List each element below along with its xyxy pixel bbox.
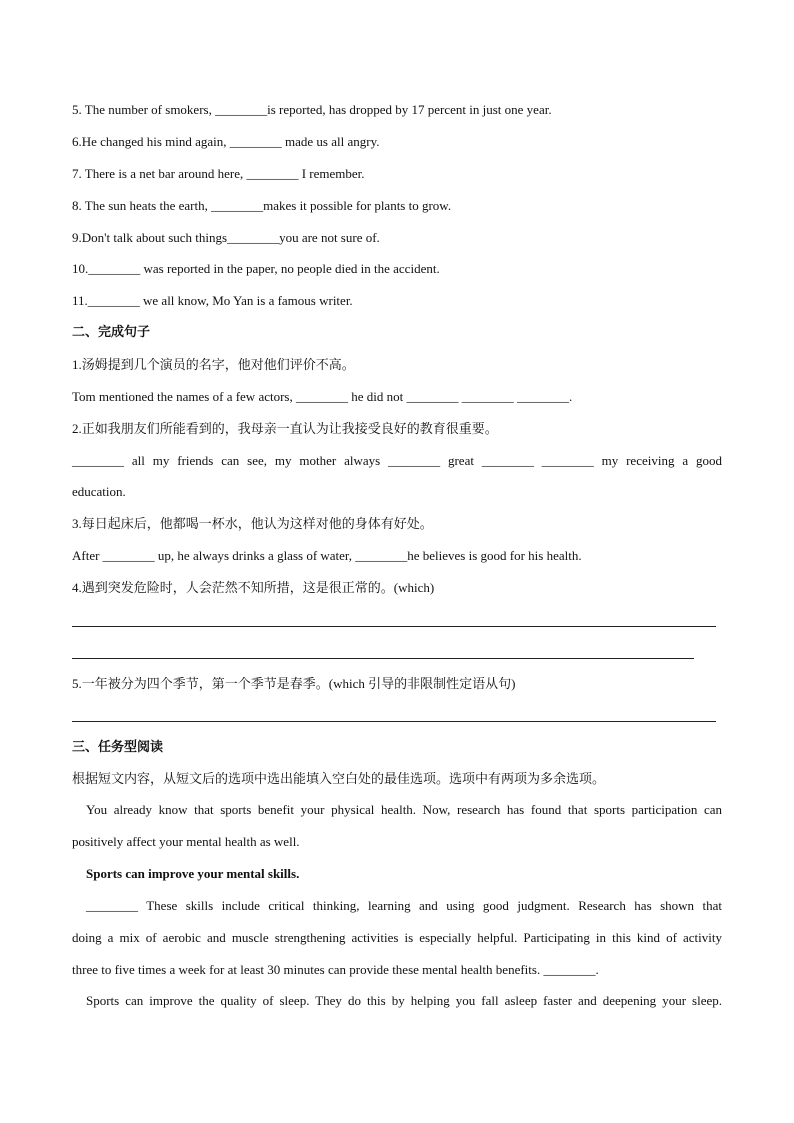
section-3-title: 三、任务型阅读 bbox=[72, 739, 164, 754]
exercise-item-7: 7. There is a net bar around here, ________ I remember. bbox=[72, 166, 365, 181]
q2-english-line1: ________ all my friends can see, my mother always ________ great ________ ________ my receiving a good bbox=[72, 453, 722, 468]
passage-p2-line3: three to five times a week for at least 30 minutes can provide these mental health benefits. ________. bbox=[72, 962, 599, 977]
q3-chinese: 3.每日起床后，他都喝一杯水，他认为这样对他的身体有好处。 bbox=[72, 516, 433, 531]
passage-p3-line1: Sports can improve the quality of sleep. They do this by helping you fall asleep faster and deepening your sleep. bbox=[86, 993, 722, 1008]
section-3-instruction: 根据短文内容，从短文后的选项中选出能填入空白处的最佳选项。选项中有两项为多余选项。 bbox=[72, 771, 606, 786]
q1-chinese: 1.汤姆提到几个演员的名字，他对他们评价不高。 bbox=[72, 357, 355, 372]
exercise-item-11: 11.________ we all know, Mo Yan is a famous writer. bbox=[72, 293, 353, 308]
passage-subheading: Sports can improve your mental skills. bbox=[86, 866, 300, 881]
q4-chinese: 4.遇到突发危险时，人会茫然不知所措，这是很正常的。(which) bbox=[72, 580, 435, 595]
answer-line-q4-2 bbox=[72, 658, 694, 659]
answer-line-q5 bbox=[72, 721, 716, 722]
exercise-item-5: 5. The number of smokers, ________is reported, has dropped by 17 percent in just one year. bbox=[72, 102, 552, 117]
exercise-item-8: 8. The sun heats the earth, ________makes it possible for plants to grow. bbox=[72, 198, 452, 213]
exercise-item-9: 9.Don't talk about such things________you are not sure of. bbox=[72, 230, 380, 245]
exercise-item-6: 6.He changed his mind again, ________ made us all angry. bbox=[72, 134, 380, 149]
q2-chinese: 2.正如我朋友们所能看到的，我母亲一直认为让我接受良好的教育很重要。 bbox=[72, 421, 498, 436]
passage-p1-line2: positively affect your mental health as well. bbox=[72, 834, 300, 849]
passage-p2-line1: ________ These skills include critical thinking, learning and using good judgment. Research has shown that bbox=[86, 898, 722, 913]
q5-chinese: 5.一年被分为四个季节，第一个季节是春季。(which 引导的非限制性定语从句) bbox=[72, 676, 516, 691]
q3-english: After ________ up, he always drinks a glass of water, ________he believes is good for his health. bbox=[72, 548, 582, 563]
answer-line-q4-1 bbox=[72, 626, 716, 627]
q1-english: Tom mentioned the names of a few actors, ________ he did not ________ ________ ________. bbox=[72, 389, 573, 404]
exercise-item-10: 10.________ was reported in the paper, no people died in the accident. bbox=[72, 261, 440, 276]
passage-p1-line1: You already know that sports benefit your physical health. Now, research has found that sports participation can bbox=[86, 802, 722, 817]
section-2-title: 二、完成句子 bbox=[72, 324, 151, 339]
q2-english-line2: education. bbox=[72, 484, 126, 499]
passage-p2-line2: doing a mix of aerobic and muscle strengthening activities is especially helpful. Participating in this kind of activity bbox=[72, 930, 722, 945]
